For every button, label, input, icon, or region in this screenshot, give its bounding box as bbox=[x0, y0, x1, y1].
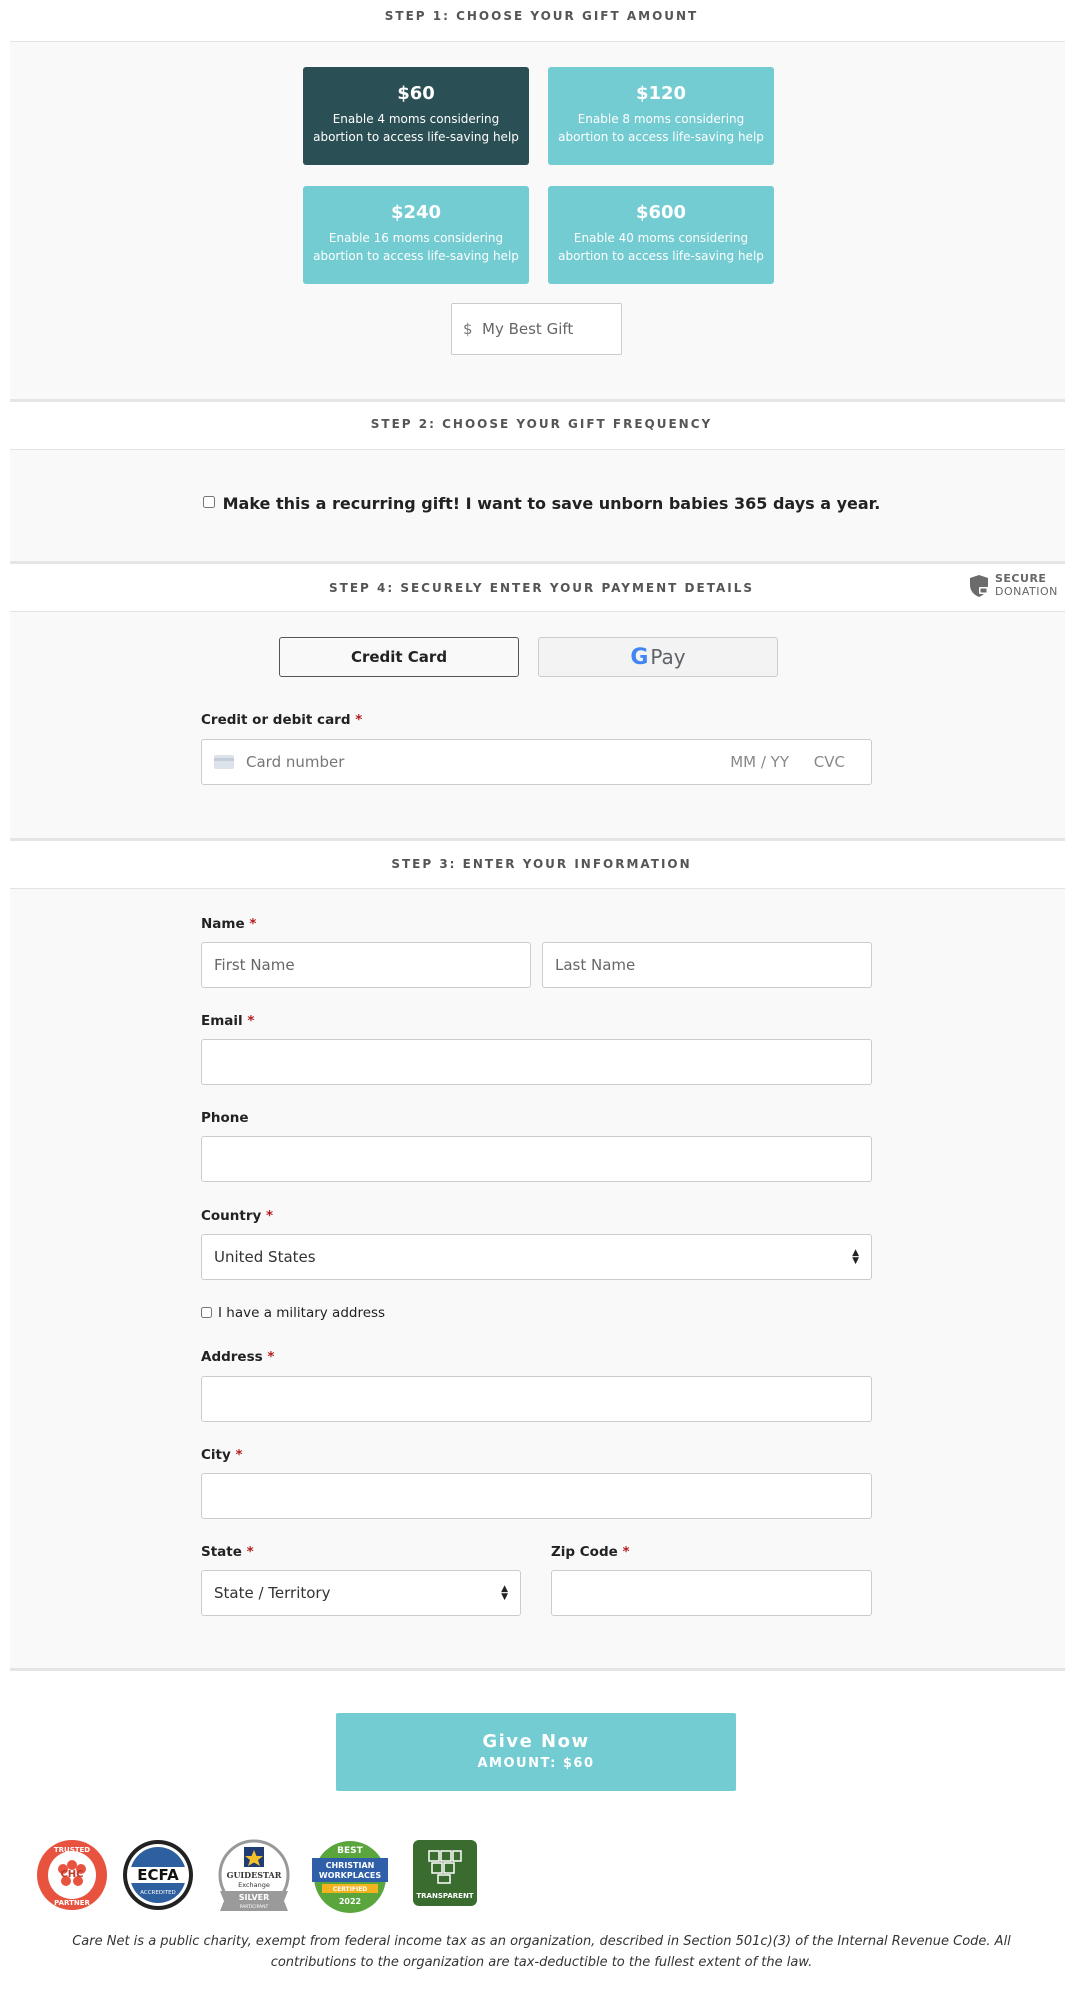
zip-label-text: Zip Code bbox=[551, 1544, 618, 1560]
recurring-label: Make this a recurring gift! I want to save unborn babies 365 days a year. bbox=[222, 494, 881, 513]
give-amount-label: AMOUNT: $60 bbox=[477, 1756, 595, 1771]
section-divider bbox=[10, 561, 1065, 564]
amount-option-60[interactable] bbox=[303, 67, 529, 165]
city-label-text: City bbox=[201, 1447, 231, 1463]
zip-input[interactable] bbox=[552, 1571, 871, 1615]
required-mark: * bbox=[267, 1349, 275, 1365]
state-label bbox=[201, 1544, 254, 1560]
google-g-letter: G bbox=[630, 645, 649, 670]
credit-card-icon bbox=[214, 755, 234, 769]
guidestar-sub-text: Exchange bbox=[238, 1881, 270, 1889]
amount-option-240[interactable] bbox=[303, 186, 529, 284]
transparent-seal-badge bbox=[412, 1839, 478, 1907]
guidestar-participant-text: PARTICIPANT bbox=[239, 1905, 269, 1910]
donation-text: DONATION bbox=[995, 585, 1058, 598]
tax-disclaimer: Care Net is a public charity, exempt from federal income tax as an organization, described in Section 501c)(3) of the Internal Revenue Code. All contributions to the organization are tax-deductible to the fullest extent of the law. bbox=[72, 1934, 1011, 1970]
credit-card-tab[interactable]: Credit Card bbox=[279, 637, 519, 677]
required-mark: * bbox=[622, 1544, 630, 1560]
city-field[interactable] bbox=[201, 1473, 872, 1519]
card-input[interactable] bbox=[201, 739, 872, 785]
required-mark: * bbox=[355, 712, 363, 728]
military-label: I have a military address bbox=[218, 1305, 386, 1321]
amount-value: $60 bbox=[397, 83, 435, 104]
state-select[interactable] bbox=[201, 1570, 521, 1616]
chc-trusted-partner-badge bbox=[36, 1839, 108, 1911]
amount-option-120[interactable] bbox=[548, 67, 774, 165]
amount-description: Enable 8 moms considering abortion to access life-saving help bbox=[558, 112, 764, 144]
cw-certified-text: CERTIFIED bbox=[332, 1886, 368, 1893]
recurring-gift-option[interactable] bbox=[0, 494, 1083, 513]
zip-field[interactable] bbox=[551, 1570, 872, 1616]
amount-description: Enable 4 moms considering abortion to access life-saving help bbox=[313, 112, 519, 144]
required-mark: * bbox=[246, 1544, 254, 1560]
ecfa-accredited-badge bbox=[122, 1839, 194, 1911]
secure-text: SECURE bbox=[995, 572, 1047, 585]
military-address-option[interactable] bbox=[201, 1305, 385, 1321]
amount-description: Enable 16 moms considering abortion to access life-saving help bbox=[313, 231, 519, 263]
recurring-checkbox[interactable] bbox=[203, 496, 215, 508]
select-arrows-icon: ▲ ▼ bbox=[501, 1584, 508, 1602]
email-input[interactable] bbox=[202, 1040, 871, 1084]
custom-amount-input[interactable] bbox=[482, 314, 612, 344]
card-label-text: Credit or debit card bbox=[201, 712, 351, 728]
gpay-label: Pay bbox=[650, 645, 686, 669]
city-label bbox=[201, 1447, 243, 1463]
guidestar-silver-badge bbox=[214, 1839, 294, 1915]
address-field[interactable] bbox=[201, 1376, 872, 1422]
email-field[interactable] bbox=[201, 1039, 872, 1085]
ecfa-sub-text: ACCREDITED bbox=[140, 1890, 176, 1896]
chc-bottom-text: PARTNER bbox=[54, 1899, 90, 1907]
phone-field[interactable] bbox=[201, 1136, 872, 1182]
address-label-text: Address bbox=[201, 1349, 263, 1365]
name-label-text: Name bbox=[201, 916, 245, 932]
amount-value: $240 bbox=[390, 202, 442, 223]
name-label bbox=[201, 916, 256, 932]
email-label-text: Email bbox=[201, 1013, 243, 1029]
cvc-placeholder: CVC bbox=[813, 753, 845, 771]
required-mark: * bbox=[249, 916, 257, 932]
step4-title: STEP 4: SECURELY ENTER YOUR PAYMENT DETAILS bbox=[329, 581, 754, 595]
required-mark: * bbox=[247, 1013, 255, 1029]
best-christian-workplaces-badge bbox=[310, 1839, 390, 1915]
google-g-icon bbox=[630, 639, 648, 677]
state-label-text: State bbox=[201, 1544, 242, 1560]
required-mark: * bbox=[235, 1447, 243, 1463]
guidestar-level-text: SILVER bbox=[238, 1893, 270, 1902]
amount-value: $600 bbox=[635, 202, 687, 223]
transparent-text: TRANSPARENT bbox=[416, 1892, 474, 1900]
cw-line1-text: CHRISTIAN bbox=[325, 1861, 375, 1870]
cw-year-text: 2022 bbox=[338, 1897, 362, 1906]
cw-line2-text: WORKPLACES bbox=[318, 1871, 382, 1880]
cw-best-text: BEST bbox=[337, 1846, 363, 1856]
give-now-label: Give Now bbox=[482, 1731, 590, 1752]
first-name-input[interactable] bbox=[202, 943, 530, 987]
section-divider bbox=[10, 838, 1065, 841]
military-checkbox[interactable] bbox=[201, 1307, 212, 1318]
give-now-button[interactable] bbox=[336, 1713, 736, 1791]
required-mark: * bbox=[266, 1208, 274, 1224]
dollar-prefix: $ bbox=[463, 320, 473, 338]
google-pay-button[interactable] bbox=[538, 637, 778, 677]
email-label bbox=[201, 1013, 254, 1029]
address-input[interactable] bbox=[202, 1377, 871, 1421]
card-number-placeholder: Card number bbox=[246, 753, 345, 771]
country-select[interactable] bbox=[201, 1234, 872, 1280]
first-name-field[interactable] bbox=[201, 942, 531, 988]
guidestar-main-text: GUIDESTAR bbox=[226, 1870, 282, 1880]
phone-input[interactable] bbox=[202, 1137, 871, 1181]
amount-option-600[interactable] bbox=[548, 186, 774, 284]
amount-description: Enable 40 moms considering abortion to access life-saving help bbox=[558, 231, 764, 263]
custom-amount-field[interactable] bbox=[451, 303, 622, 355]
chc-top-text: TRUSTED bbox=[53, 1846, 91, 1854]
chc-mid-text: CHC bbox=[60, 1869, 84, 1880]
city-input[interactable] bbox=[202, 1474, 871, 1518]
section-divider bbox=[10, 1668, 1065, 1671]
shield-lock-icon bbox=[968, 574, 990, 598]
phone-label: Phone bbox=[201, 1110, 249, 1126]
last-name-field[interactable] bbox=[542, 942, 872, 988]
last-name-input[interactable] bbox=[543, 943, 871, 987]
address-label bbox=[201, 1349, 274, 1365]
secure-donation-badge bbox=[968, 572, 1063, 600]
country-value: United States bbox=[214, 1248, 316, 1266]
state-value: State / Territory bbox=[214, 1584, 331, 1602]
step1-title: STEP 1: CHOOSE YOUR GIFT AMOUNT bbox=[384, 9, 699, 23]
step2-title: STEP 2: CHOOSE YOUR GIFT FREQUENCY bbox=[370, 417, 713, 431]
section-divider bbox=[10, 399, 1065, 402]
amount-value: $120 bbox=[635, 83, 687, 104]
ecfa-main-text: ECFA bbox=[137, 1866, 179, 1884]
card-label bbox=[201, 712, 362, 728]
step3-title: STEP 3: ENTER YOUR INFORMATION bbox=[391, 857, 692, 871]
country-label-text: Country bbox=[201, 1208, 262, 1224]
country-label bbox=[201, 1208, 273, 1224]
select-arrows-icon: ▲ ▼ bbox=[852, 1248, 859, 1266]
zip-label bbox=[551, 1544, 630, 1560]
expiry-placeholder: MM / YY bbox=[730, 753, 789, 771]
